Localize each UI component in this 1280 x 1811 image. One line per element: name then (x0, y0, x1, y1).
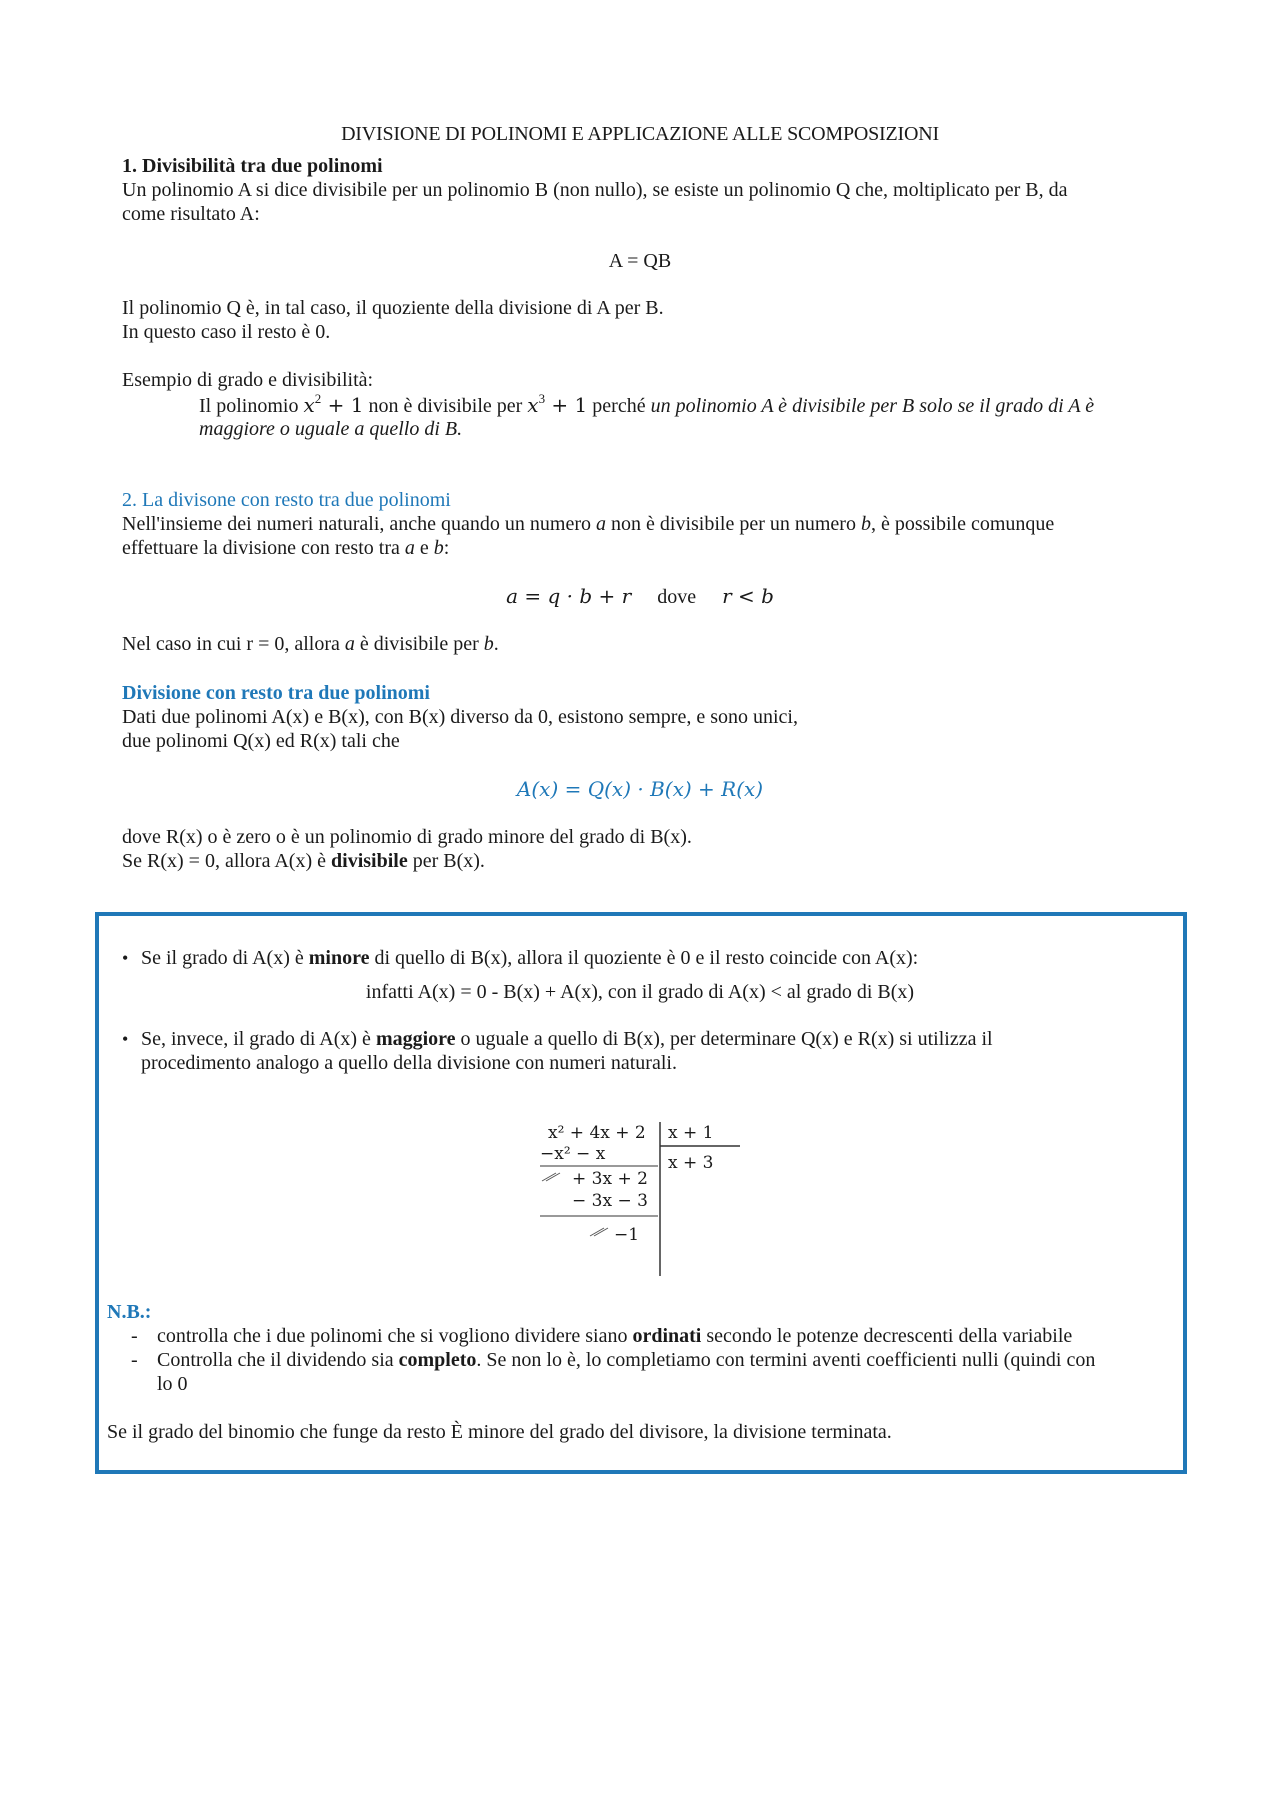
section2-note (122, 632, 499, 656)
section2-text: effettuare la divisione con resto tra (122, 537, 405, 559)
division-row4: − 3x − 3 (572, 1191, 648, 1211)
section2-text: : (443, 537, 450, 559)
nb-text: controlla che i due polinomi che si vogliono dividere siano (157, 1325, 633, 1347)
example-var-x: x (303, 393, 315, 417)
var-b: b (433, 537, 444, 559)
maggiore-bold: maggiore (375, 1028, 456, 1050)
section1-text1: Il polinomio Q è, in tal caso, il quoziente della divisione di A per B. (122, 297, 664, 319)
example-rule-line2: maggiore o uguale a quello di B. (199, 418, 463, 440)
section2-text: , è possibile comunque (870, 513, 1055, 535)
bullet2-text: o uguale a quello di B(x), per determinare Q(x) e R(x) si utilizza il (455, 1028, 993, 1050)
example-plus-one: + 1 (321, 393, 364, 417)
bullet2-line2: procedimento analogo a quello della divisione con numeri naturali. (141, 1052, 677, 1074)
bullet1-line2: infatti A(x) = 0 - B(x) + A(x), con il grado di A(x) < al grado di B(x) (365, 981, 915, 1003)
nb-item-2 (157, 1348, 1095, 1372)
division-quotient: x + 3 (668, 1153, 714, 1173)
section2-text: Nell'insieme dei numeri naturali, anche quando un numero (122, 513, 597, 535)
bullet2-line1 (141, 1027, 993, 1051)
nb-item-2-line2: lo 0 (157, 1373, 188, 1395)
section1-text2: In questo caso il resto è 0. (122, 321, 331, 343)
nb-dash-2: - (131, 1349, 138, 1371)
bullet1-text: di quello di B(x), allora il quoziente è 0 e il resto coincide con A(x): (369, 947, 919, 969)
nb-label: N.B.: (107, 1301, 152, 1323)
section2-heading: 2. La divisone con resto tra due polinomi (122, 489, 451, 511)
var-a: a (596, 513, 607, 535)
bullet1-text: Se il grado di A(x) è (141, 947, 309, 969)
formula-condition: r < b (722, 584, 774, 608)
nb-text: Controlla che il dividendo sia (157, 1349, 399, 1371)
formula-lhs: a = q · b + r (506, 584, 632, 608)
example-text: perché (587, 395, 651, 417)
long-division-diagram (530, 1118, 760, 1278)
formula-where: dove (657, 586, 697, 608)
nb-dash-1: - (131, 1325, 138, 1347)
section1-line2: come risultato A: (122, 203, 260, 225)
completo-bold: completo (398, 1349, 477, 1371)
example-text: non è divisibile per (363, 395, 528, 417)
nb-text: secondo le potenze decrescenti della variabile (701, 1325, 1073, 1347)
division-row2: −x² − x (540, 1144, 606, 1164)
section3-after1: dove R(x) o è zero o è un polinomio di grado minore del grado di B(x). (122, 826, 692, 848)
formula-polynomial-division: A(x) = Q(x) · B(x) + R(x) (516, 777, 764, 801)
example-exponent: 3 (538, 391, 546, 406)
division-row5: −1 (614, 1225, 640, 1245)
section2-text: e (414, 537, 434, 559)
page-title: DIVISIONE DI POLINOMI E APPLICAZIONE ALLE SCOMPOSIZIONI (341, 123, 939, 145)
section3-text: Se R(x) = 0, allora A(x) è (122, 850, 332, 872)
var-a: a (404, 537, 415, 559)
section1-heading: 1. Divisibilità tra due polinomi (122, 155, 383, 177)
example-exponent: 2 (314, 391, 322, 406)
section2-text: è divisibile per (354, 633, 484, 655)
bullet-dot-2: • (122, 1029, 129, 1049)
var-b: b (860, 513, 871, 535)
section2-text: non è divisibile per un numero (606, 513, 861, 535)
var-a: a (344, 633, 355, 655)
example-text: Il polinomio (199, 395, 304, 417)
ordinati-bold: ordinati (632, 1325, 702, 1347)
final-note: Se il grado del binomio che funge da resto È minore del grado del divisore, la divisione terminata. (107, 1421, 892, 1443)
minore-bold: minore (308, 947, 370, 969)
var-b: b (483, 633, 494, 655)
nb-item-1 (157, 1324, 1072, 1348)
nb-text: . Se non lo è, lo completiamo con termini aventi coefficienti nulli (quindi con (476, 1349, 1096, 1371)
section2-line1 (122, 512, 1054, 536)
division-divisor: x + 1 (668, 1123, 714, 1143)
section2-line2 (122, 536, 449, 560)
formula-a-qb: A = QB (608, 250, 672, 272)
section3-text: per B(x). (407, 850, 485, 872)
section2-text: Nel caso in cui r = 0, allora (122, 633, 345, 655)
divisibile-bold: divisibile (331, 850, 408, 872)
division-row3: + 3x + 2 (572, 1169, 648, 1189)
section3-line2: due polinomi Q(x) ed R(x) tali che (122, 730, 400, 752)
section2-text: . (493, 633, 499, 655)
section1-line1: Un polinomio A si dice divisibile per un polinomio B (non nullo), se esiste un polinomio Q che, moltiplicato per B, da (122, 179, 1068, 201)
bullet2-text: Se, invece, il grado di A(x) è (141, 1028, 376, 1050)
section3-after2 (122, 849, 485, 873)
formula-natural-division (0, 584, 1280, 609)
example-plus-one: + 1 (545, 393, 588, 417)
example-rule: un polinomio A è divisibile per B solo se il grado di A è (650, 395, 1095, 417)
example-line1 (199, 393, 1094, 418)
example-var-x: x (527, 393, 539, 417)
bullet-dot-1: • (122, 948, 129, 968)
example-label: Esempio di grado e divisibilità: (122, 369, 374, 391)
section3-line1: Dati due polinomi A(x) e B(x), con B(x) diverso da 0, esistono sempre, e sono unici, (122, 706, 798, 728)
section3-heading: Divisione con resto tra due polinomi (122, 682, 430, 704)
division-row1: x² + 4x + 2 (548, 1123, 646, 1143)
bullet1-line1 (141, 946, 918, 970)
